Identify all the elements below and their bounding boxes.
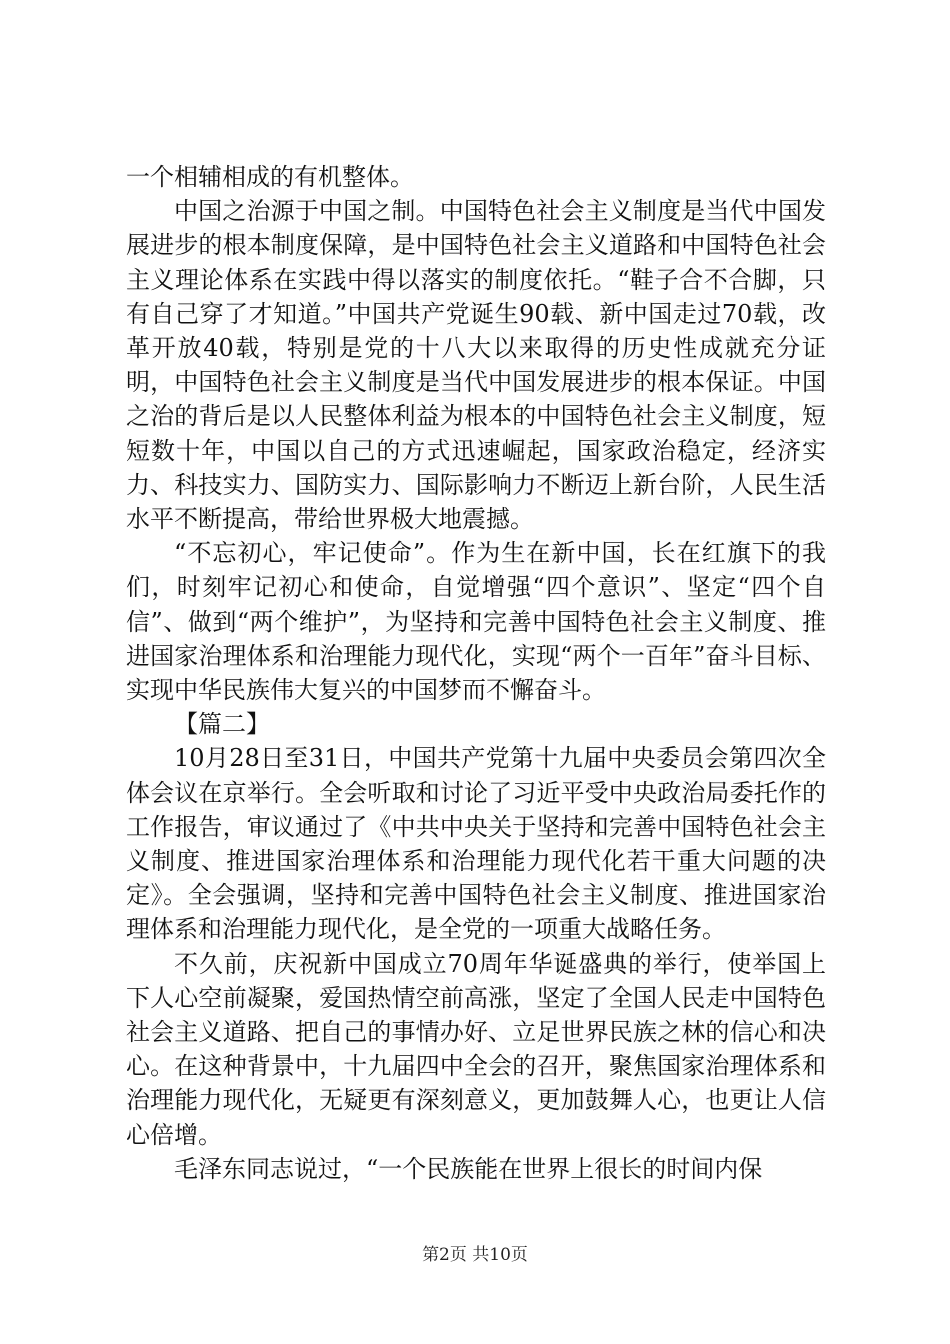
paragraph-1: 一个相辅相成的有机整体。 (126, 163, 414, 191)
section-heading: 【篇二】 (174, 710, 270, 739)
paragraph-4: 10月28日至31日，中国共产党第十九届中央委员会第四次全体会议在京举行。全会听取和讨论了习近平受中央政治局委托作的工作报告，审议通过了《中共中央关于坚持和完善中国特色社会主义制度、推进国家治理体系和治理能力现代化若干重大问题的决定》。全会强调，坚持和完善中国特色社会主义制度、推进国家治理体系和治理能力现代化，是全党的一项重大战略任务。 (126, 744, 826, 944)
page-footer: 第2页 共10页 (422, 1245, 528, 1265)
document-body (126, 160, 826, 1186)
paragraph-3: “不忘初心，牢记使命”。作为生在新中国，长在红旗下的我们，时刻牢记初心和使命，自觉增强“四个意识”、坚定“四个自信”、做到“两个维护”，为坚持和完善中国特色社会主义制度、推进国家治理体系和治理能力现代化，实现“两个一百年”奋斗目标、实现中华民族伟大复兴的中国梦而不懈奋斗。 (126, 539, 826, 705)
paragraph-6: 毛泽东同志说过，“一个民族能在世界上很长的时间内保 (174, 1154, 763, 1183)
paragraph-5: 不久前，庆祝新中国成立70周年华诞盛典的举行，使举国上下人心空前凝聚，爱国热情空前高涨，坚定了全国人民走中国特色社会主义道路、把自己的事情办好、立足世界民族之林的信心和决心。在这种背景中，十九届四中全会的召开，聚焦国家治理体系和治理能力现代化，无疑更有深刻意义，更加鼓舞人心，也更让人信心倍增。 (126, 949, 826, 1149)
paragraph-2: 中国之治源于中国之制。中国特色社会主义制度是当代中国发展进步的根本制度保障，是中国特色社会主义道路和中国特色社会主义理论体系在实践中得以落实的制度依托。“鞋子合不合脚，只有自己穿了才知道。”中国共产党诞生90载、新中国走过70载，改革开放40载，特别是党的十八大以来取得的历史性成就充分证明，中国特色社会主义制度是当代中国发展进步的根本保证。中国之治的背后是以人民整体利益为根本的中国特色社会主义制度，短短数十年，中国以自己的方式迅速崛起，国家政治稳定，经济实力、科技实力、国防实力、国际影响力不断迈上新台阶，人民生活水平不断提高，带给世界极大地震撼。 (126, 197, 826, 534)
